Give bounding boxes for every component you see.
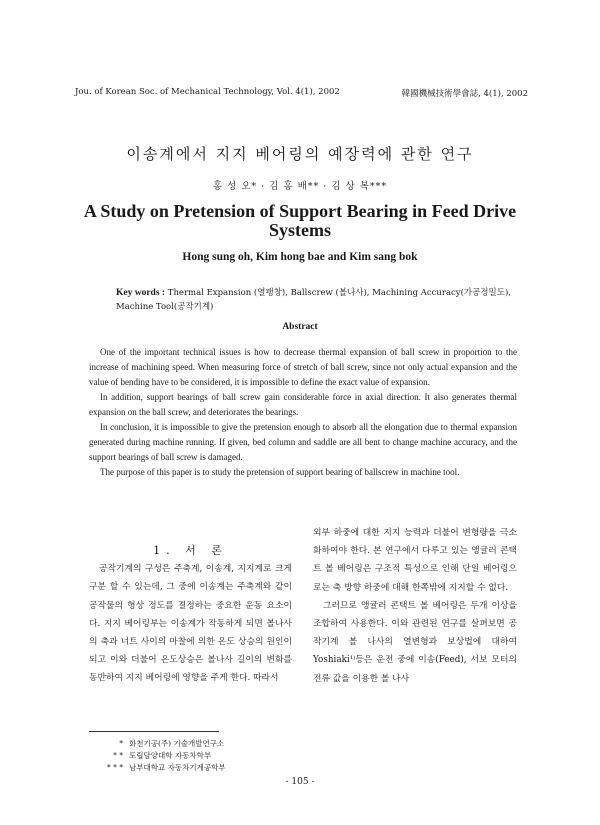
journal-header-en: Jou. of Korean Soc. of Mechanical Technology, Vol. 4(1), 2002 [75, 87, 340, 97]
footnote-text: 화천기공(주) 기술개발연구소 [129, 739, 225, 748]
footnotes [89, 738, 299, 774]
journal-header-ko: 韓國機械技術學會誌, 4(1), 2002 [401, 89, 528, 99]
section-heading: 1. 서 론 [153, 544, 228, 557]
footnote-mark: * [119, 739, 123, 748]
body-column-right [313, 524, 517, 688]
footnote-item [89, 738, 299, 750]
abstract-paragraph-4: The purpose of this paper is to study the pretension of support bearing of ballscrew in machine tool. [100, 467, 460, 477]
abstract-heading: Abstract [282, 322, 318, 332]
footnote-divider [89, 731, 219, 732]
footnote-mark: * * [113, 751, 123, 760]
keywords [116, 286, 526, 314]
abstract-paragraph-2: In addition, support bearings of ball screw gain considerable force in axial direction. It also generates thermal expansion on the ball screw, and deteriorates the bearings. [89, 392, 517, 417]
abstract-paragraph-1: One of the important technical issues is how to decrease thermal expansion of ball screw in proportion to the increase of machining speed. When measuring force of stretch of ball screw, since not only actual expansion and the value of bending have to be considered, it is impossible to define the exact value of expansion. [89, 347, 517, 387]
authors-korean: 홍 성 오* · 김 홍 배** · 김 상 복*** [212, 181, 388, 192]
body-column-left [89, 542, 292, 688]
title-english: A Study on Pretension of Support Bearing in Feed Drive Systems [83, 201, 517, 240]
body-paragraph: 공작기계의 구성은 주축계, 이송계, 지지계로 크게 구분 할 수 있는데, 그 중에 이송계는 주축계와 같이 공작물의 형상 정도를 결정하는 중요한 운동 요소이다. 지지 베어링부는 이송계가 작동하게 되면 볼나사의 축과 너트 사이의 마찰에 의한 온도 상승의 원인이 되고 이와 더불어 온도상승은 볼나사 길이의 변화를 동반하여 지지 베어링에 영향을 주게 한다. 따라서 [89, 564, 292, 684]
title-korean: 이송계에서 지지 베어링의 예장력에 관한 연구 [126, 145, 474, 163]
authors-english: Hong sung oh, Kim hong bae and Kim sang bok [182, 251, 418, 263]
abstract-body [89, 345, 517, 480]
footnote-item [89, 762, 299, 774]
abstract-paragraph-3: In conclusion, it is impossible to give the pretension enough to absorb all the elongation due to thermal expansion generated during machine running. If given, bed column and saddle are all bent to change machine accuracy, and the support bearings of ball screw is damaged. [89, 422, 517, 462]
footnote-item [89, 750, 299, 762]
footnote-text: 남부대학교 자동차기계공학부 [129, 763, 226, 772]
body-paragraph: 그러므로 앵귤러 콘택트 볼 베어링은 두개 이상을 조합하여 사용한다. 이와 관련된 연구를 살펴보면 공작기계 볼 나사의 열변형과 보상법에 대하여 Yoshiaki¹⁾등은 운전 중에 이송(Feed), 서보 모터의 전류 값을 이용한 볼 나사 [313, 600, 517, 684]
keywords-label: Key words : [116, 288, 166, 298]
footnote-mark: * * * [106, 763, 123, 772]
body-paragraph-continued: 외부 하중에 대한 지지 능력과 더불어 변형량을 극소화하여야 한다. 본 연구에서 다루고 있는 앵귤러 콘택트 볼 베어링은 구조적 특성으로 인해 단일 베어링으로는 축 방향 하중에 대해 한쪽밖에 지지할 수 없다. [313, 528, 517, 593]
page-number: - 105 - [285, 777, 315, 787]
footnote-text: 도립담양대학 자동차학부 [129, 751, 212, 760]
keywords-text: Thermal Expansion (열팽창), Ballscrew (볼나사), Machining Accuracy(가공정밀도), Machine Tool(공작기계) [116, 288, 511, 312]
